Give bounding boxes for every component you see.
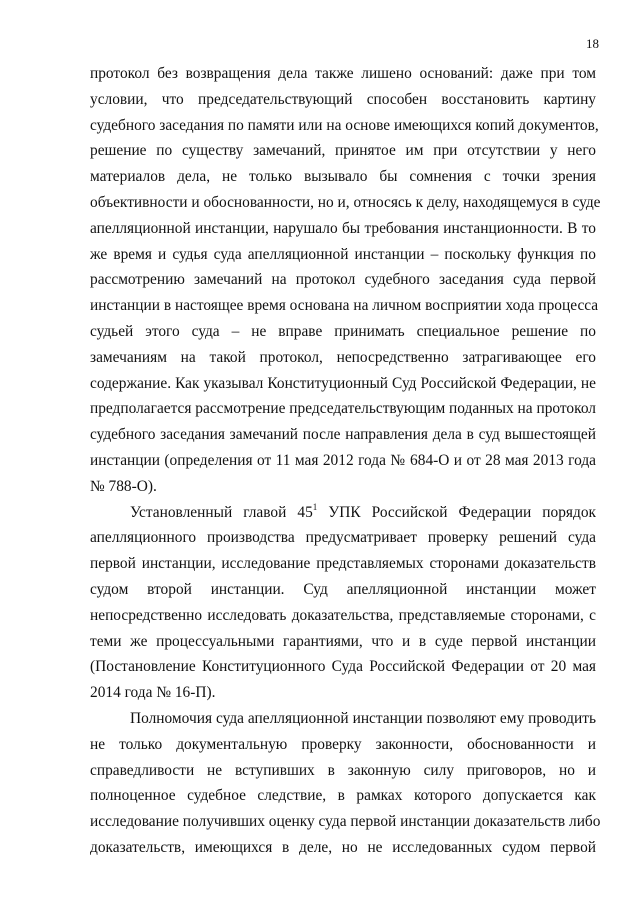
text-line: протокол без возвращения дела также лишено оснований: даже при том — [90, 65, 596, 82]
superscript: 1 — [312, 501, 318, 512]
text-line: (Постановление Конституционного Суда Российской Федерации от 20 мая — [90, 658, 596, 676]
text-line: содержание. Как указывал Конституционный Суд Российской Федерации, не — [90, 374, 596, 392]
text-line: объективности и обоснованности, но и, относясь к делу, находящемуся в суде — [90, 193, 601, 211]
paragraph-1 — [90, 61, 601, 500]
text-line: апелляционной инстанции, нарушало бы требования инстанционности. В то — [90, 219, 596, 237]
text-line: судьей этого суда – не вправе принимать специальное решение по — [90, 322, 596, 340]
text-line: судебного заседания замечаний после направления дела в суд вышестоящей — [90, 426, 596, 444]
paragraph-3 — [90, 706, 601, 861]
text-line: Полномочия суда апелляционной инстанции позволяют ему проводить — [130, 709, 596, 727]
text-line: судебного заседания по памяти или на основе имеющихся копий документов, — [90, 116, 599, 134]
text-line: же время и судья суда апелляционной инстанции – поскольку функция по — [90, 245, 596, 263]
paragraph-2 — [90, 500, 596, 706]
text-line: теми же процессуальными гарантиями, что и в суде первой инстанции — [90, 632, 596, 650]
text-line-first — [90, 500, 596, 526]
text-fragment: Установленный главой 45 — [130, 503, 313, 521]
text-line: апелляционного производства предусматривает проверку решений суда — [90, 529, 596, 547]
text-line: инстанции (определения от 11 мая 2012 года № 684-О и от 28 мая 2013 года — [90, 451, 596, 469]
text-line: судом второй инстанции. Суд апелляционной инстанции может — [90, 580, 596, 598]
text-line: материалов дела, не только вызывало бы сомнения с точки зрения — [90, 168, 596, 186]
text-line: непосредственно исследовать доказательства, представляемые сторонами, с — [90, 606, 596, 624]
text-line: доказательств, имеющихся в деле, но не исследованных судом первой — [90, 838, 596, 856]
text-line: исследование получивших оценку суда первой инстанции доказательств либо — [90, 813, 601, 831]
text-line: № 788-О). — [90, 477, 157, 495]
document-body — [90, 61, 601, 861]
text-line: замечаниям на такой протокол, непосредственно затрагивающее его — [90, 348, 596, 366]
text-line: инстанции в настоящее время основана на личном восприятии хода процесса — [90, 297, 599, 315]
text-line: рассмотрению замечаний на протокол судебного заседания суда первой — [90, 271, 596, 289]
text-line: условии, что председательствующий способен восстановить картину — [90, 90, 596, 108]
text-line: предполагается рассмотрение председательствующим поданных на протокол — [90, 400, 596, 418]
page-number: 18 — [586, 36, 599, 51]
text-line: 2014 года № 16-П). — [90, 684, 216, 702]
text-line: полноценное судебное следствие, в рамках которого допускается как — [90, 787, 596, 805]
text-line: справедливости не вступивших в законную силу приговоров, но и — [90, 761, 596, 779]
text-line: не только документальную проверку законности, обоснованности и — [90, 735, 596, 753]
text-line: первой инстанции, исследование представляемых сторонами доказательств — [90, 555, 596, 573]
text-line: решение по существу замечаний, принятое им при отсутствии у него — [90, 142, 596, 160]
text-fragment: УПК Российской Федерации порядок — [317, 503, 596, 521]
